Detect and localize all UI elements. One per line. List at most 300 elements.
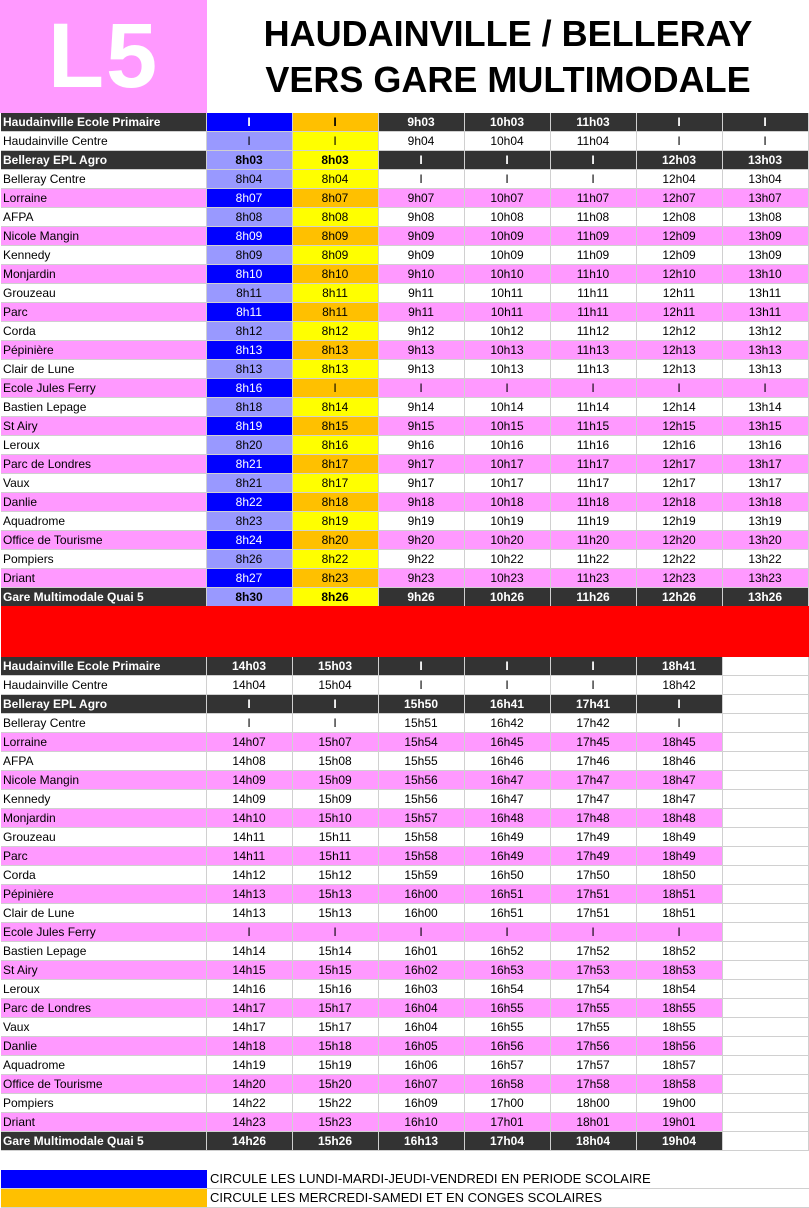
time-cell: 13h04 xyxy=(722,170,808,189)
time-cell: 14h23 xyxy=(206,1113,292,1132)
time-cell: 9h13 xyxy=(378,360,464,379)
time-cell: 15h19 xyxy=(292,1056,378,1075)
time-cell: I xyxy=(206,695,292,714)
time-cell: 18h54 xyxy=(636,980,722,999)
time-cell: 10h17 xyxy=(464,455,550,474)
table-row xyxy=(1,828,808,847)
table-row xyxy=(1,455,808,474)
table-row xyxy=(1,1056,808,1075)
time-cell: 12h19 xyxy=(636,512,722,531)
table-row xyxy=(1,695,808,714)
time-cell: 18h51 xyxy=(636,904,722,923)
stop-name: Nicole Mangin xyxy=(1,771,206,790)
time-cell: 8h23 xyxy=(292,569,378,588)
legend-swatch-blue xyxy=(1,1170,207,1188)
stop-name: Ecole Jules Ferry xyxy=(1,379,206,398)
time-cell: 11h10 xyxy=(550,265,636,284)
time-cell: 8h11 xyxy=(292,284,378,303)
time-cell: 16h09 xyxy=(378,1094,464,1113)
time-cell: 15h08 xyxy=(292,752,378,771)
time-cell: 17h46 xyxy=(550,752,636,771)
legend-item-school xyxy=(1,1170,809,1189)
time-cell: 9h04 xyxy=(378,132,464,151)
time-cell: 9h18 xyxy=(378,493,464,512)
time-cell: 11h09 xyxy=(550,227,636,246)
time-cell: 15h15 xyxy=(292,961,378,980)
time-cell: 9h20 xyxy=(378,531,464,550)
table-row xyxy=(1,980,808,999)
time-cell: 8h04 xyxy=(292,170,378,189)
time-cell: 16h54 xyxy=(464,980,550,999)
time-cell: I xyxy=(550,657,636,676)
stop-name: Corda xyxy=(1,322,206,341)
time-cell: 18h48 xyxy=(636,809,722,828)
time-cell: 15h23 xyxy=(292,1113,378,1132)
time-cell: 14h15 xyxy=(206,961,292,980)
time-cell: 13h11 xyxy=(722,284,808,303)
time-cell: I xyxy=(550,676,636,695)
time-cell: 16h02 xyxy=(378,961,464,980)
time-cell: 11h08 xyxy=(550,208,636,227)
title-block xyxy=(207,0,809,113)
time-cell: 15h12 xyxy=(292,866,378,885)
stop-name: Aquadrome xyxy=(1,512,206,531)
time-cell: 8h03 xyxy=(206,151,292,170)
time-cell: 18h52 xyxy=(636,942,722,961)
time-cell: 9h14 xyxy=(378,398,464,417)
time-cell: I xyxy=(378,170,464,189)
time-cell: 18h00 xyxy=(550,1094,636,1113)
table-row xyxy=(1,1075,808,1094)
table-row xyxy=(1,1132,808,1151)
time-cell: 8h21 xyxy=(206,455,292,474)
time-cell: 16h41 xyxy=(464,695,550,714)
time-cell: 8h22 xyxy=(206,493,292,512)
time-cell: 11h13 xyxy=(550,341,636,360)
time-cell: 9h13 xyxy=(378,341,464,360)
time-cell: 8h04 xyxy=(206,170,292,189)
time-cell: 12h09 xyxy=(636,246,722,265)
time-cell: 8h24 xyxy=(206,531,292,550)
time-cell: 8h13 xyxy=(292,341,378,360)
time-cell: 17h01 xyxy=(464,1113,550,1132)
time-cell: 14h22 xyxy=(206,1094,292,1113)
table-row xyxy=(1,771,808,790)
stop-name: Corda xyxy=(1,866,206,885)
stop-name: Grouzeau xyxy=(1,284,206,303)
time-cell: 17h54 xyxy=(550,980,636,999)
time-cell: 11h19 xyxy=(550,512,636,531)
time-cell: 8h10 xyxy=(292,265,378,284)
time-cell: 15h26 xyxy=(292,1132,378,1151)
stop-name: Haudainville Centre xyxy=(1,132,206,151)
time-cell: 8h20 xyxy=(292,531,378,550)
time-cell: 15h16 xyxy=(292,980,378,999)
time-cell: 13h17 xyxy=(722,474,808,493)
time-cell: 10h23 xyxy=(464,569,550,588)
stop-name: Vaux xyxy=(1,474,206,493)
time-cell: 13h13 xyxy=(722,341,808,360)
time-cell: 15h03 xyxy=(292,657,378,676)
time-cell: 10h26 xyxy=(464,588,550,607)
time-cell: 10h13 xyxy=(464,360,550,379)
time-cell: I xyxy=(206,714,292,733)
time-cell: 12h18 xyxy=(636,493,722,512)
page-subtitle: VERS GARE MULTIMODALE xyxy=(265,58,751,100)
time-cell: 12h17 xyxy=(636,474,722,493)
time-cell: 8h11 xyxy=(206,284,292,303)
table-row xyxy=(1,113,808,132)
time-cell: 11h17 xyxy=(550,474,636,493)
time-cell: 16h56 xyxy=(464,1037,550,1056)
time-cell: 17h41 xyxy=(550,695,636,714)
table-row xyxy=(1,569,808,588)
time-cell: I xyxy=(464,657,550,676)
time-cell: I xyxy=(636,132,722,151)
time-cell: 15h17 xyxy=(292,999,378,1018)
table-row xyxy=(1,398,808,417)
time-cell: 16h53 xyxy=(464,961,550,980)
time-cell: 15h14 xyxy=(292,942,378,961)
time-cell: 16h49 xyxy=(464,828,550,847)
time-cell: 8h19 xyxy=(206,417,292,436)
time-cell: 16h03 xyxy=(378,980,464,999)
time-cell: 11h23 xyxy=(550,569,636,588)
time-cell: 13h23 xyxy=(722,569,808,588)
empty-cell xyxy=(722,1113,808,1132)
time-cell: I xyxy=(464,170,550,189)
time-cell: 18h42 xyxy=(636,676,722,695)
time-cell: 11h11 xyxy=(550,284,636,303)
time-cell: 11h20 xyxy=(550,531,636,550)
time-cell: 10h13 xyxy=(464,341,550,360)
time-cell: 10h22 xyxy=(464,550,550,569)
time-cell: 14h07 xyxy=(206,733,292,752)
table-row xyxy=(1,904,808,923)
time-cell: 16h48 xyxy=(464,809,550,828)
time-cell: 14h09 xyxy=(206,771,292,790)
time-cell: 14h17 xyxy=(206,1018,292,1037)
header xyxy=(0,0,809,113)
table-row xyxy=(1,847,808,866)
table-row xyxy=(1,189,808,208)
time-cell: 9h22 xyxy=(378,550,464,569)
time-cell: I xyxy=(464,379,550,398)
stop-name: Office de Tourisme xyxy=(1,531,206,550)
time-cell: 12h20 xyxy=(636,531,722,550)
time-cell: 8h07 xyxy=(206,189,292,208)
time-cell: 10h03 xyxy=(464,113,550,132)
stop-name: Belleray Centre xyxy=(1,714,206,733)
time-cell: 8h15 xyxy=(292,417,378,436)
time-cell: 13h15 xyxy=(722,417,808,436)
time-cell: 13h19 xyxy=(722,512,808,531)
time-cell: 14h20 xyxy=(206,1075,292,1094)
table-row xyxy=(1,284,808,303)
stop-name: Kennedy xyxy=(1,790,206,809)
time-cell: 11h03 xyxy=(550,113,636,132)
line-logo: L5 xyxy=(0,0,207,113)
time-cell: I xyxy=(206,132,292,151)
table-row xyxy=(1,923,808,942)
empty-cell xyxy=(722,866,808,885)
empty-cell xyxy=(722,961,808,980)
time-cell: I xyxy=(378,151,464,170)
time-cell: 13h26 xyxy=(722,588,808,607)
time-cell: 16h46 xyxy=(464,752,550,771)
time-cell: 10h12 xyxy=(464,322,550,341)
time-cell: 16h45 xyxy=(464,733,550,752)
time-cell: 14h13 xyxy=(206,885,292,904)
time-cell: 17h55 xyxy=(550,999,636,1018)
time-cell: 19h01 xyxy=(636,1113,722,1132)
time-cell: 12h23 xyxy=(636,569,722,588)
time-cell: 9h23 xyxy=(378,569,464,588)
empty-cell xyxy=(722,771,808,790)
time-cell: 9h11 xyxy=(378,303,464,322)
time-cell: 13h17 xyxy=(722,455,808,474)
time-cell: I xyxy=(550,923,636,942)
legend xyxy=(1,1170,809,1208)
time-cell: I xyxy=(206,923,292,942)
time-cell: 17h51 xyxy=(550,885,636,904)
empty-cell xyxy=(722,999,808,1018)
time-cell: I xyxy=(636,923,722,942)
time-cell: 18h45 xyxy=(636,733,722,752)
time-cell: 8h13 xyxy=(206,341,292,360)
time-cell: 12h26 xyxy=(636,588,722,607)
stop-name: Aquadrome xyxy=(1,1056,206,1075)
time-cell: 16h58 xyxy=(464,1075,550,1094)
time-cell: 14h04 xyxy=(206,676,292,695)
time-cell: 13h14 xyxy=(722,398,808,417)
time-cell: 14h08 xyxy=(206,752,292,771)
time-cell: 13h20 xyxy=(722,531,808,550)
time-cell: 13h18 xyxy=(722,493,808,512)
time-cell: 11h11 xyxy=(550,303,636,322)
time-cell: 12h12 xyxy=(636,322,722,341)
time-cell: 10h08 xyxy=(464,208,550,227)
time-cell: 8h22 xyxy=(292,550,378,569)
time-cell: 14h11 xyxy=(206,847,292,866)
time-cell: 17h57 xyxy=(550,1056,636,1075)
time-cell: 10h04 xyxy=(464,132,550,151)
time-cell: 8h12 xyxy=(292,322,378,341)
stop-name: Pépinière xyxy=(1,341,206,360)
time-cell: 16h51 xyxy=(464,904,550,923)
time-cell: 11h07 xyxy=(550,189,636,208)
time-cell: 18h01 xyxy=(550,1113,636,1132)
time-cell: I xyxy=(722,132,808,151)
table-row xyxy=(1,265,808,284)
time-cell: 8h30 xyxy=(206,588,292,607)
table-row xyxy=(1,227,808,246)
time-cell: I xyxy=(292,132,378,151)
time-cell: 17h47 xyxy=(550,771,636,790)
time-cell: 17h48 xyxy=(550,809,636,828)
time-cell: 13h11 xyxy=(722,303,808,322)
time-cell: 12h17 xyxy=(636,455,722,474)
time-cell: 8h14 xyxy=(292,398,378,417)
time-cell: I xyxy=(292,695,378,714)
time-cell: 8h19 xyxy=(292,512,378,531)
time-cell: 15h13 xyxy=(292,904,378,923)
empty-cell xyxy=(722,657,808,676)
empty-cell xyxy=(722,980,808,999)
time-cell: 8h13 xyxy=(292,360,378,379)
time-cell: 9h15 xyxy=(378,417,464,436)
time-cell: 18h49 xyxy=(636,828,722,847)
stop-name: Parc de Londres xyxy=(1,999,206,1018)
table-row xyxy=(1,999,808,1018)
time-cell: 14h16 xyxy=(206,980,292,999)
time-cell: 8h10 xyxy=(206,265,292,284)
table-row xyxy=(1,512,808,531)
time-cell: 11h14 xyxy=(550,398,636,417)
time-cell: 16h04 xyxy=(378,999,464,1018)
stop-name: St Airy xyxy=(1,417,206,436)
table-row xyxy=(1,961,808,980)
stop-name: Monjardin xyxy=(1,809,206,828)
empty-cell xyxy=(722,923,808,942)
time-cell: 11h26 xyxy=(550,588,636,607)
stop-name: Pépinière xyxy=(1,885,206,904)
time-cell: 15h57 xyxy=(378,809,464,828)
timetable-afternoon xyxy=(1,657,809,1151)
stop-name: Ecole Jules Ferry xyxy=(1,923,206,942)
time-cell: I xyxy=(722,113,808,132)
time-cell: 18h53 xyxy=(636,961,722,980)
table-row xyxy=(1,866,808,885)
time-cell: 18h49 xyxy=(636,847,722,866)
time-cell: 17h53 xyxy=(550,961,636,980)
time-cell: I xyxy=(636,113,722,132)
time-cell: 12h07 xyxy=(636,189,722,208)
table-row xyxy=(1,1037,808,1056)
time-cell: 16h42 xyxy=(464,714,550,733)
table-row xyxy=(1,493,808,512)
time-cell: 8h13 xyxy=(206,360,292,379)
time-cell: 15h58 xyxy=(378,828,464,847)
table-row xyxy=(1,588,808,607)
time-cell: I xyxy=(550,379,636,398)
empty-cell xyxy=(722,733,808,752)
stop-name: Driant xyxy=(1,1113,206,1132)
time-cell: 13h09 xyxy=(722,246,808,265)
time-cell: 18h58 xyxy=(636,1075,722,1094)
time-cell: 15h04 xyxy=(292,676,378,695)
time-cell: 15h56 xyxy=(378,790,464,809)
table-row xyxy=(1,942,808,961)
table-row xyxy=(1,1094,808,1113)
time-cell: 14h03 xyxy=(206,657,292,676)
stop-name: Gare Multimodale Quai 5 xyxy=(1,1132,206,1151)
time-cell: 15h13 xyxy=(292,885,378,904)
page-title: HAUDAINVILLE / BELLERAY xyxy=(263,12,753,54)
time-cell: 17h52 xyxy=(550,942,636,961)
time-cell: 9h11 xyxy=(378,284,464,303)
time-cell: 13h12 xyxy=(722,322,808,341)
time-cell: 15h56 xyxy=(378,771,464,790)
table-row xyxy=(1,417,808,436)
time-cell: 10h18 xyxy=(464,493,550,512)
time-cell: 13h09 xyxy=(722,227,808,246)
time-cell: 8h09 xyxy=(206,246,292,265)
time-cell: 8h17 xyxy=(292,474,378,493)
time-cell: 18h50 xyxy=(636,866,722,885)
time-cell: I xyxy=(636,714,722,733)
time-cell: 16h52 xyxy=(464,942,550,961)
table-row xyxy=(1,676,808,695)
stop-name: Danlie xyxy=(1,1037,206,1056)
time-cell: 10h07 xyxy=(464,189,550,208)
stop-name: Lorraine xyxy=(1,189,206,208)
empty-cell xyxy=(722,809,808,828)
time-cell: 17h55 xyxy=(550,1018,636,1037)
time-cell: 10h15 xyxy=(464,417,550,436)
legend-item-holidays xyxy=(1,1189,809,1208)
empty-cell xyxy=(722,790,808,809)
time-cell: 8h09 xyxy=(292,246,378,265)
time-cell: 18h47 xyxy=(636,771,722,790)
time-cell: 14h14 xyxy=(206,942,292,961)
time-cell: 9h10 xyxy=(378,265,464,284)
stop-name: Driant xyxy=(1,569,206,588)
time-cell: 15h58 xyxy=(378,847,464,866)
time-cell: 10h14 xyxy=(464,398,550,417)
stop-name: Grouzeau xyxy=(1,828,206,847)
time-cell: 14h17 xyxy=(206,999,292,1018)
time-cell: 15h54 xyxy=(378,733,464,752)
time-cell: 8h23 xyxy=(206,512,292,531)
time-cell: 8h27 xyxy=(206,569,292,588)
time-cell: 17h51 xyxy=(550,904,636,923)
empty-cell xyxy=(722,847,808,866)
time-cell: 16h50 xyxy=(464,866,550,885)
time-cell: 17h49 xyxy=(550,828,636,847)
time-cell: I xyxy=(206,113,292,132)
time-cell: 10h11 xyxy=(464,284,550,303)
time-cell: 18h57 xyxy=(636,1056,722,1075)
time-cell: 16h04 xyxy=(378,1018,464,1037)
time-cell: 12h11 xyxy=(636,303,722,322)
stop-name: Parc xyxy=(1,847,206,866)
table-row xyxy=(1,151,808,170)
time-cell: 15h09 xyxy=(292,771,378,790)
empty-cell xyxy=(722,1018,808,1037)
table-row xyxy=(1,1018,808,1037)
empty-cell xyxy=(722,942,808,961)
time-cell: 18h55 xyxy=(636,999,722,1018)
time-cell: 16h51 xyxy=(464,885,550,904)
empty-cell xyxy=(722,885,808,904)
time-cell: 8h09 xyxy=(206,227,292,246)
table-row xyxy=(1,132,808,151)
time-cell: 18h47 xyxy=(636,790,722,809)
time-cell: 11h09 xyxy=(550,246,636,265)
time-cell: 11h12 xyxy=(550,322,636,341)
time-cell: 9h16 xyxy=(378,436,464,455)
table-row xyxy=(1,322,808,341)
empty-cell xyxy=(722,904,808,923)
time-cell: 12h08 xyxy=(636,208,722,227)
time-cell: 16h47 xyxy=(464,790,550,809)
stop-name: Gare Multimodale Quai 5 xyxy=(1,588,206,607)
time-cell: 12h16 xyxy=(636,436,722,455)
table-row xyxy=(1,341,808,360)
time-cell: I xyxy=(378,379,464,398)
time-cell: 14h09 xyxy=(206,790,292,809)
